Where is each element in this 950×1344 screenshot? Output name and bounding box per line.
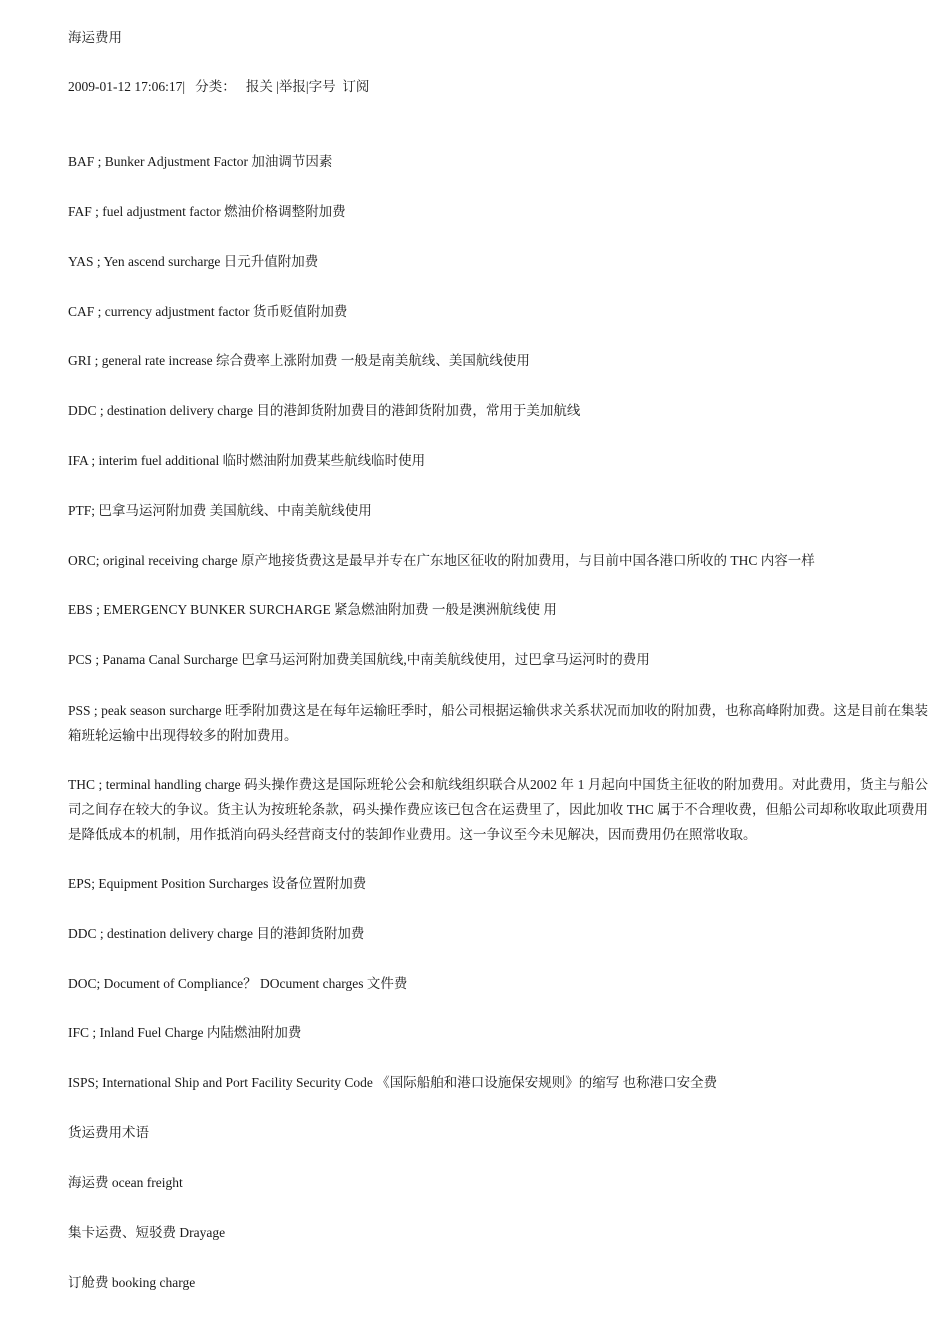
- entry-ptf: PTF; 巴拿马运河附加费 美国航线、中南美航线使用: [68, 503, 372, 518]
- entry-isps: ISPS; International Ship and Port Facility Security Code 《国际船舶和港口设施保安规则》的缩写 也称港口安全费: [68, 1075, 718, 1090]
- term-booking-charge: 订舱费 booking charge: [68, 1275, 196, 1290]
- entry-ebs: EBS ; EMERGENCY BUNKER SURCHARGE 紧急燃油附加费 一般是澳洲航线使 用: [68, 602, 557, 617]
- entry-gri: GRI ; general rate increase 综合费率上涨附加费 一般是南美航线、美国航线使用: [68, 353, 530, 368]
- entry-ddc: DDC ; destination delivery charge 目的港卸货附加费目的港卸货附加费，常用于美加航线: [68, 403, 581, 418]
- entry-faf: FAF ; fuel adjustment factor 燃油价格调整附加费: [68, 204, 346, 219]
- meta-separator: |: [182, 79, 186, 94]
- font-size-link[interactable]: 字号: [308, 79, 336, 94]
- post-datetime: 2009-01-12 17:06:17: [68, 79, 183, 94]
- entry-ddc-2: DDC ; destination delivery charge 目的港卸货附加费: [68, 926, 365, 941]
- report-link[interactable]: |举报|: [276, 79, 309, 94]
- term-drayage: 集卡运费、短驳费 Drayage: [68, 1225, 226, 1240]
- entry-caf: CAF ; currency adjustment factor 货币贬值附加费: [68, 304, 348, 319]
- category-tag-link[interactable]: 报关: [245, 79, 273, 94]
- entry-orc: ORC; original receiving charge 原产地接货费这是最早并专在广东地区征收的附加费用，与目前中国各港口所收的 THC 内容一样: [68, 553, 815, 568]
- entry-pss: PSS ; peak season surcharge 旺季附加费这是在每年运输旺季时，船公司根据运输供求关系状况而加收的附加费，也称高峰附加费。这是目前在集装箱班轮运输中出现得较多的附加费用。: [68, 703, 928, 743]
- entry-thc: THC ; terminal handling charge 码头操作费这是国际班轮公会和航线组织联合从2002 年 1 月起向中国货主征收的附加费用。对此费用，货主与船公司之间存在较大的争议。货主认为按班轮条款，码头操作费应该已包含在运费里了，因此加收 THC 属于不合理收费，但船公司却称收取此项费用是降低成本的机制，用作抵消向码头经营商支付的装卸作业费用。这一争议至今未见解决，因而费用仍在照常收取。: [68, 777, 928, 842]
- doc-title: 海运费用: [68, 30, 122, 45]
- entry-pcs: PCS ; Panama Canal Surcharge 巴拿马运河附加费美国航线,中南美航线使用，过巴拿马运河时的费用: [68, 652, 650, 667]
- section-title: 货运费用术语: [68, 1125, 149, 1140]
- entry-doc: DOC; Document of Compliance？ DOcument charges 文件费: [68, 976, 408, 991]
- meta-line: [68, 77, 928, 97]
- entry-baf: BAF ; Bunker Adjustment Factor 加油调节因素: [68, 154, 333, 169]
- entry-ifc: IFC ; Inland Fuel Charge 内陆燃油附加费: [68, 1025, 302, 1040]
- entry-yas: YAS ; Yen ascend surcharge 日元升值附加费: [68, 254, 319, 269]
- subscribe-link[interactable]: 订阅: [342, 79, 370, 94]
- entry-eps: EPS; Equipment Position Surcharges 设备位置附加费: [68, 876, 367, 891]
- entry-ifa: IFA ; interim fuel additional 临时燃油附加费某些航线临时使用: [68, 453, 426, 468]
- term-ocean-freight: 海运费 ocean freight: [68, 1175, 183, 1190]
- category-label: 分类：: [195, 79, 236, 94]
